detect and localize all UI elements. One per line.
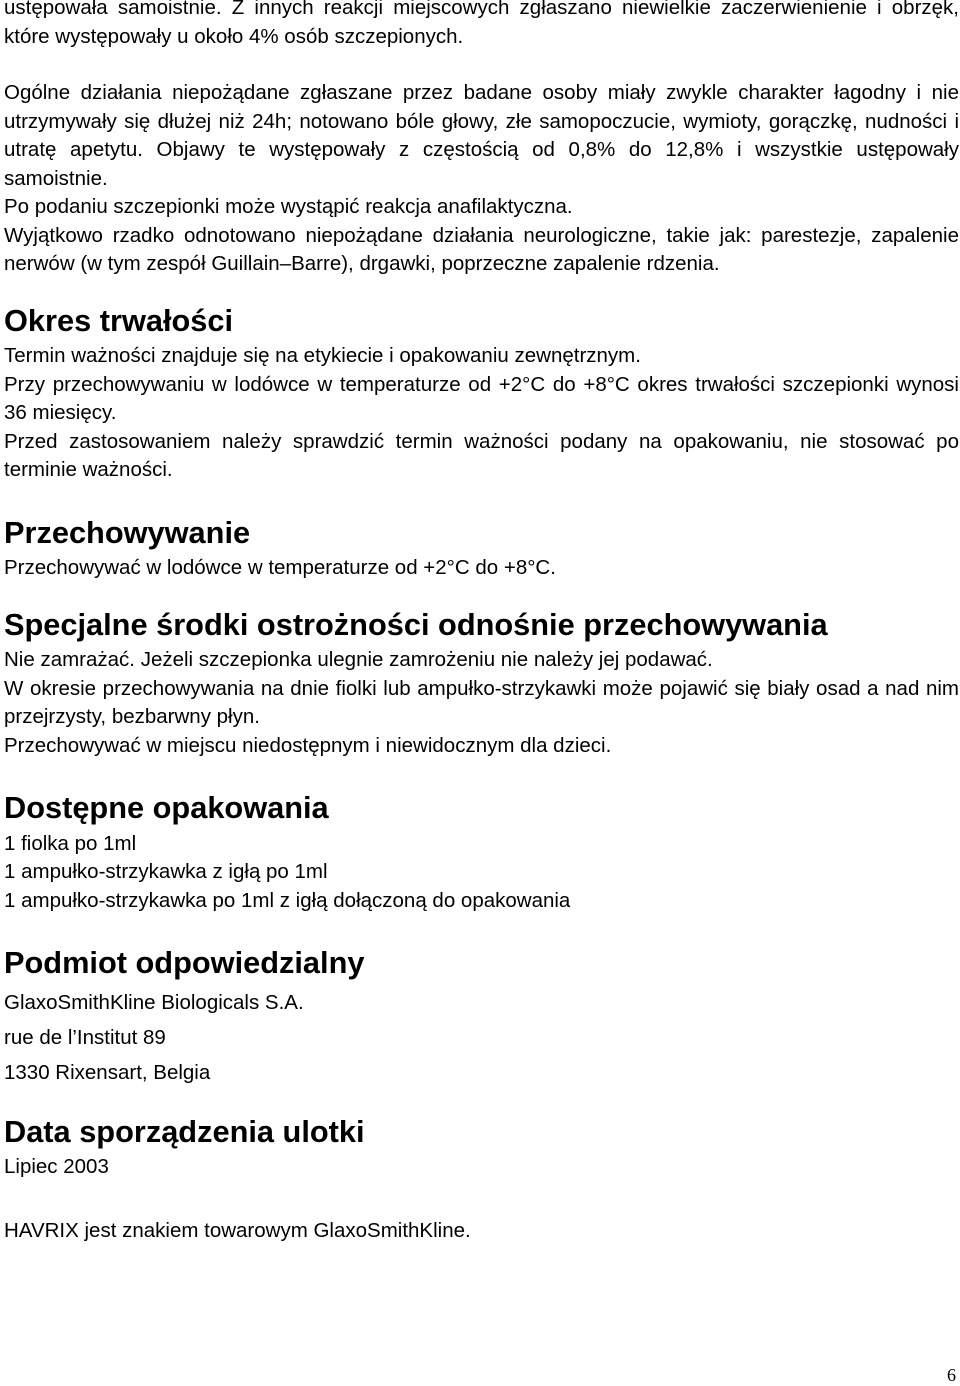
heading-storage: Przechowywanie [4,514,251,550]
paragraph-general-adverse-effects: Ogólne działania niepożądane zgłaszane przez badane osoby miały zwykle charakter łagodny i nie utrzymywały się dłużej niż 24h; notowano bóle głowy, złe samopoczucie, wymioty, gorączkę, nudności i utratę apetytu. Objawy te występowały z częstością od 0,8% do 12,8% i wszystkie ustępowały samoistnie. [4,81,959,190]
heading-packaging: Dostępne opakowania [4,790,329,825]
paragraph-anaphylaxis: Po podaniu szczepionki może wystąpić reakcja anafilaktyczna. [4,195,573,218]
heading-leaflet-date: Data sporządzenia ulotki [4,1113,365,1149]
list-item-packaging: 1 ampułko-strzykawka po 1ml z igłą dołączoną do opakowania [4,888,571,912]
responsible-city: 1330 Rixensart, Belgia [4,1060,211,1084]
paragraph-shelf-life-duration: Przy przechowywaniu w lodówce w temperaturze od +2°C do +8°C okres trwałości szczepionki wynosi 36 miesięcy. [4,372,959,424]
paragraph-local-reactions: ustępowała samoistnie. Z innych reakcji miejscowych zgłaszano niewielkie zaczerwienienie i obrzęk, które występowały u około 4% osób szczepionych. [4,0,959,48]
paragraph-sediment: W okresie przechowywania na dnie fiolki lub ampułko-strzykawki może pojawić się biały osad a nad nim przejrzysty, bezbarwny płyn. [4,676,959,728]
document-page [4,0,959,1245]
leaflet-date-value: Lipiec 2003 [4,1155,109,1178]
trademark-note: HAVRIX jest znakiem towarowym GlaxoSmithKline. [4,1218,471,1242]
responsible-name: GlaxoSmithKline Biologicals S.A. [4,990,304,1014]
paragraph-storage-temperature: Przechowywać w lodówce w temperaturze od +2°C do +8°C. [4,556,556,579]
paragraph-neurological-effects: Wyjątkowo rzadko odnotowano niepożądane działania neurologiczne, takie jak: parestezje, zapalenie nerwów (w tym zespół Guillain–Barre), drgawki, poprzeczne zapalenie rdzenia. [4,223,959,275]
paragraph-keep-from-children: Przechowywać w miejscu niedostępnym i niewidocznym dla dzieci. [4,733,612,757]
page-number: 6 [947,1365,956,1385]
responsible-street: rue de l’Institut 89 [4,1025,166,1049]
heading-shelf-life: Okres trwałości [4,302,234,338]
list-item-packaging: 1 fiolka po 1ml [4,831,137,855]
paragraph-expiry-location: Termin ważności znajduje się na etykiecie i opakowaniu zewnętrznym. [4,344,641,367]
paragraph-do-not-freeze: Nie zamrażać. Jeżeli szczepionka ulegnie zamrożeniu nie należy jej podawać. [4,648,713,671]
paragraph-check-expiry: Przed zastosowaniem należy sprawdzić termin ważności podany na opakowaniu, nie stosować po terminie ważności. [4,429,959,481]
list-item-packaging: 1 ampułko-strzykawka z igłą po 1ml [4,860,328,883]
heading-responsible-entity: Podmiot odpowiedzialny [4,945,365,980]
heading-storage-precautions: Specjalne środki ostrożności odnośnie przechowywania [4,606,828,642]
